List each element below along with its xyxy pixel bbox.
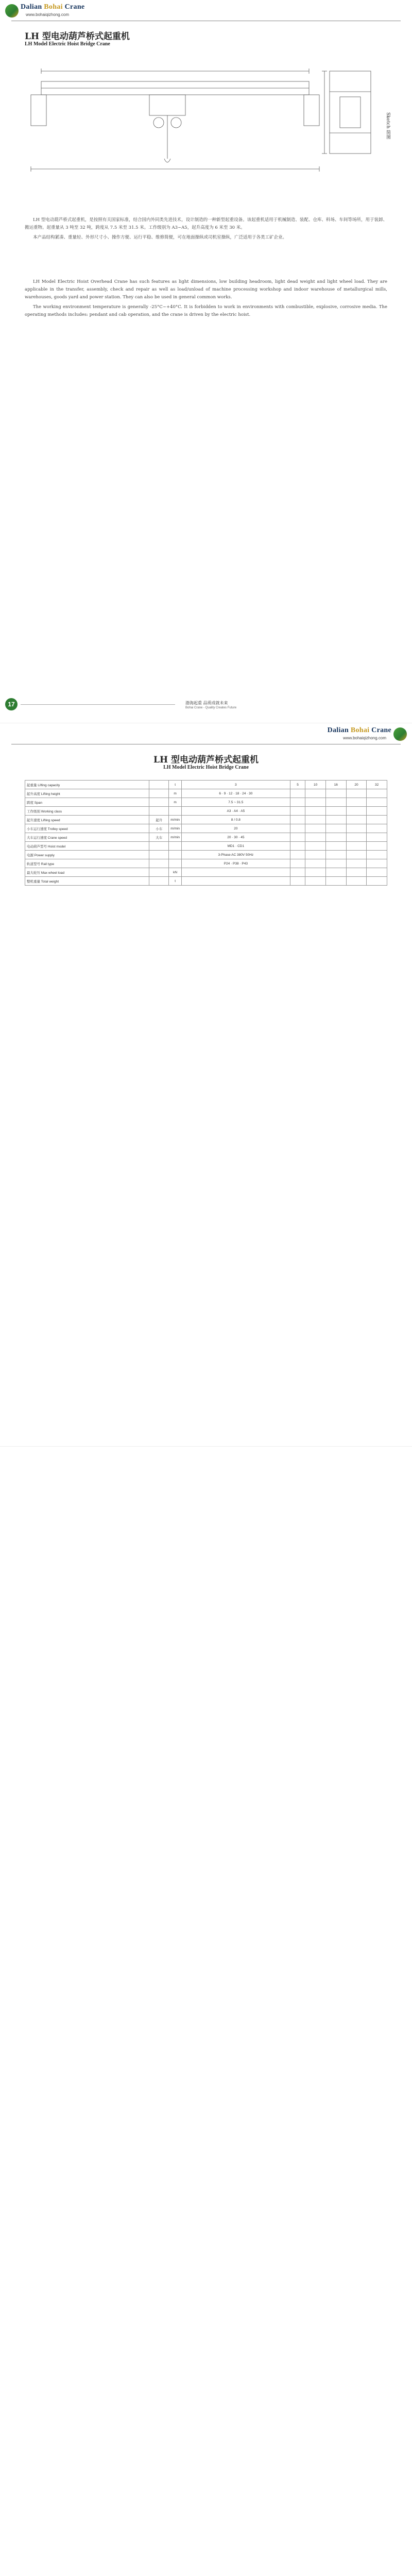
table-cell xyxy=(149,851,169,859)
table-cell: t xyxy=(169,781,182,789)
table-cell xyxy=(346,851,367,859)
table-cell xyxy=(149,781,169,789)
table-cell xyxy=(290,798,305,807)
brand-logo: Dalian Bohai Crane xyxy=(21,3,85,11)
table-cell xyxy=(346,807,367,816)
table-cell xyxy=(305,798,326,807)
bohai-logo-icon xyxy=(393,727,407,741)
table-cell xyxy=(169,859,182,868)
table-cell xyxy=(325,824,346,833)
brand-url: www.bohaiqizhong.com xyxy=(342,736,386,740)
table-cell: 5 xyxy=(290,781,305,789)
table-cell: 起重量 Lifting capacity xyxy=(25,781,149,789)
table-cell xyxy=(346,824,367,833)
table-cell xyxy=(346,816,367,824)
intro-text-cn xyxy=(25,216,387,244)
table-cell xyxy=(290,824,305,833)
table-cell: 小车 xyxy=(149,824,169,833)
paragraph: LH Model Electric Hoist Overhead Crane has such features as light dimensions, low building headroom, light dead weight and light wheel load. They are applicable in the transfer, assembly, check and repair as well as load/unload of machine processing workshop and indoor warehouse of metallurgical mills, warehouses, goods yard and power station. They can also be used in general common works. xyxy=(25,279,387,300)
table-cell xyxy=(290,789,305,798)
table-cell xyxy=(149,842,169,851)
table-cell xyxy=(305,851,326,859)
table-cell: 20 xyxy=(346,781,367,789)
bohai-logo-icon xyxy=(5,4,19,18)
table-cell: 小车运行速度 Trolley speed xyxy=(25,824,149,833)
table-cell xyxy=(149,877,169,886)
table-cell xyxy=(305,868,326,877)
table-row xyxy=(25,816,387,824)
table-cell xyxy=(305,842,326,851)
table-cell: 大车运行速度 Crane speed xyxy=(25,833,149,842)
table-cell xyxy=(367,816,387,824)
table-cell xyxy=(367,807,387,816)
table-cell xyxy=(325,877,346,886)
footer-slogan-en: Bohai Crane - Quality Creates Future xyxy=(185,706,237,709)
crane-sketch-svg xyxy=(21,50,391,205)
table-cell xyxy=(367,842,387,851)
table-cell xyxy=(169,851,182,859)
table-cell xyxy=(149,798,169,807)
page-title: LH 型电动葫芦桥式起重机 xyxy=(153,755,259,765)
table-cell: 10 xyxy=(305,781,326,789)
table-cell: 起升高度 Lifting height xyxy=(25,789,149,798)
table-cell xyxy=(290,868,305,877)
table-cell xyxy=(305,789,326,798)
table-cell xyxy=(346,868,367,877)
table-cell: 起升 xyxy=(149,816,169,824)
table-cell xyxy=(346,789,367,798)
table-cell xyxy=(367,877,387,886)
table-cell: 3 xyxy=(181,781,290,789)
table-cell xyxy=(367,789,387,798)
page-number: 17 xyxy=(5,698,18,710)
table-cell: 32 xyxy=(367,781,387,789)
table-cell: m/min xyxy=(169,816,182,824)
table-cell xyxy=(325,798,346,807)
table-row xyxy=(25,824,387,833)
table-cell: t xyxy=(169,877,182,886)
table-cell xyxy=(346,798,367,807)
table-cell: P24 · P38 · P43 xyxy=(181,859,290,868)
table-cell xyxy=(325,851,346,859)
table-cell xyxy=(149,859,169,868)
paragraph: The working environment temperature is generally -25°C~+40°C. It is forbidden to work in environments with combustible, explosive, corrosive media. The operating methods includes: pendant and cab operation, and the crane is driven by the electric hoist. xyxy=(25,304,387,317)
table-cell: 6 · 9 · 12 · 18 · 24 · 30 xyxy=(181,789,290,798)
table-row xyxy=(25,851,387,859)
brand-logo: Dalian Bohai Crane xyxy=(327,726,391,734)
table-cell xyxy=(290,859,305,868)
table-cell: kN xyxy=(169,868,182,877)
table-cell xyxy=(305,824,326,833)
footer-slogan: 渤海起重 品质成就未来 xyxy=(185,701,228,705)
table-cell xyxy=(325,807,346,816)
table-cell: 20 xyxy=(181,824,290,833)
table-cell xyxy=(325,868,346,877)
page-subtitle: LH Model Electric Hoist Bridge Crane xyxy=(163,765,249,770)
table-cell xyxy=(290,851,305,859)
table-cell xyxy=(290,807,305,816)
table-cell xyxy=(149,789,169,798)
table-cell xyxy=(290,816,305,824)
table-cell xyxy=(305,807,326,816)
intro-text-en xyxy=(25,278,387,320)
catalog-page-2 xyxy=(0,723,412,1447)
table-cell: m/min xyxy=(169,833,182,842)
table-cell xyxy=(367,833,387,842)
table-cell xyxy=(305,833,326,842)
table-cell xyxy=(290,877,305,886)
table-cell: 工作级别 Working class xyxy=(25,807,149,816)
table-cell: 3-Phase AC 380V 50Hz xyxy=(181,851,290,859)
table-cell: 最大轮压 Max wheel load xyxy=(25,868,149,877)
table-cell: m xyxy=(169,798,182,807)
spec-table xyxy=(25,780,387,886)
table-cell: 电动葫芦型号 Hoist model xyxy=(25,842,149,851)
table-cell: 20 · 30 · 45 xyxy=(181,833,290,842)
table-cell xyxy=(346,842,367,851)
table-cell xyxy=(305,877,326,886)
table-cell: 起升速度 Lifting speed xyxy=(25,816,149,824)
table-cell: 跨度 Span xyxy=(25,798,149,807)
footer-rule xyxy=(21,704,175,705)
table-cell: 16 xyxy=(325,781,346,789)
table-cell xyxy=(346,877,367,886)
table-cell: 8 / 0.8 xyxy=(181,816,290,824)
catalog-page-1 xyxy=(0,0,412,723)
table-cell: m/min xyxy=(169,824,182,833)
page-title: LH 型电动葫芦桥式起重机 xyxy=(25,31,130,42)
page-footer xyxy=(0,697,412,718)
table-row xyxy=(25,877,387,886)
sketch-label: Sketch 简图 xyxy=(385,112,390,140)
table-cell xyxy=(325,859,346,868)
paragraph: LH 型电动葫芦桥式起重机，是按照有关国家标准，结合国内外同类先进技术，设计制造的一种新型起重设备。该起重机适用于机械制造、装配、仓库、料场、车间等场所，用于装卸、搬运重物。起重量从 3 吨至 32 吨，跨度从 7.5 米至 31.5 米。工作级别为 A3~A5，起升高度为 6 米至 30 米。 xyxy=(25,217,387,230)
table-cell xyxy=(290,833,305,842)
table-cell: 7.5 ~ 31.5 xyxy=(181,798,290,807)
table-cell xyxy=(367,824,387,833)
table-row xyxy=(25,807,387,816)
table-cell xyxy=(325,816,346,824)
table-cell xyxy=(325,789,346,798)
table-cell xyxy=(367,868,387,877)
table-cell xyxy=(346,859,367,868)
table-row xyxy=(25,798,387,807)
page-header xyxy=(0,0,412,27)
table-row xyxy=(25,833,387,842)
page-subtitle: LH Model Electric Hoist Bridge Crane xyxy=(25,41,110,47)
brand-url: www.bohaiqizhong.com xyxy=(26,12,70,17)
table-cell xyxy=(169,807,182,816)
table-cell xyxy=(181,868,290,877)
table-cell xyxy=(367,798,387,807)
table-cell xyxy=(325,842,346,851)
table-cell xyxy=(290,842,305,851)
table-row xyxy=(25,859,387,868)
table-cell xyxy=(149,868,169,877)
table-cell xyxy=(305,816,326,824)
table-cell xyxy=(149,807,169,816)
table-row xyxy=(25,868,387,877)
crane-drawing xyxy=(21,50,391,205)
table-cell: 大车 xyxy=(149,833,169,842)
table-cell xyxy=(169,842,182,851)
table-cell xyxy=(305,859,326,868)
table-row xyxy=(25,789,387,798)
table-cell xyxy=(325,833,346,842)
paragraph: 本产品结构紧凑、重量轻、外形尺寸小、操作方便、运行平稳、维修简便，可在地面操纵或司机室操纵，广泛适用于各类工矿企业。 xyxy=(33,234,287,240)
table-cell: m xyxy=(169,789,182,798)
table-cell xyxy=(367,851,387,859)
table-cell: A3 · A4 · A5 xyxy=(181,807,290,816)
table-cell xyxy=(181,877,290,886)
table-row xyxy=(25,842,387,851)
page-header xyxy=(0,723,412,750)
table-cell: 轨道型号 Rail type xyxy=(25,859,149,868)
table-cell xyxy=(367,859,387,868)
table-cell xyxy=(346,833,367,842)
table-cell: 整机重量 Total weight xyxy=(25,877,149,886)
table-cell: 电源 Power supply xyxy=(25,851,149,859)
table-cell: MD1 · CD1 xyxy=(181,842,290,851)
table-row xyxy=(25,781,387,789)
